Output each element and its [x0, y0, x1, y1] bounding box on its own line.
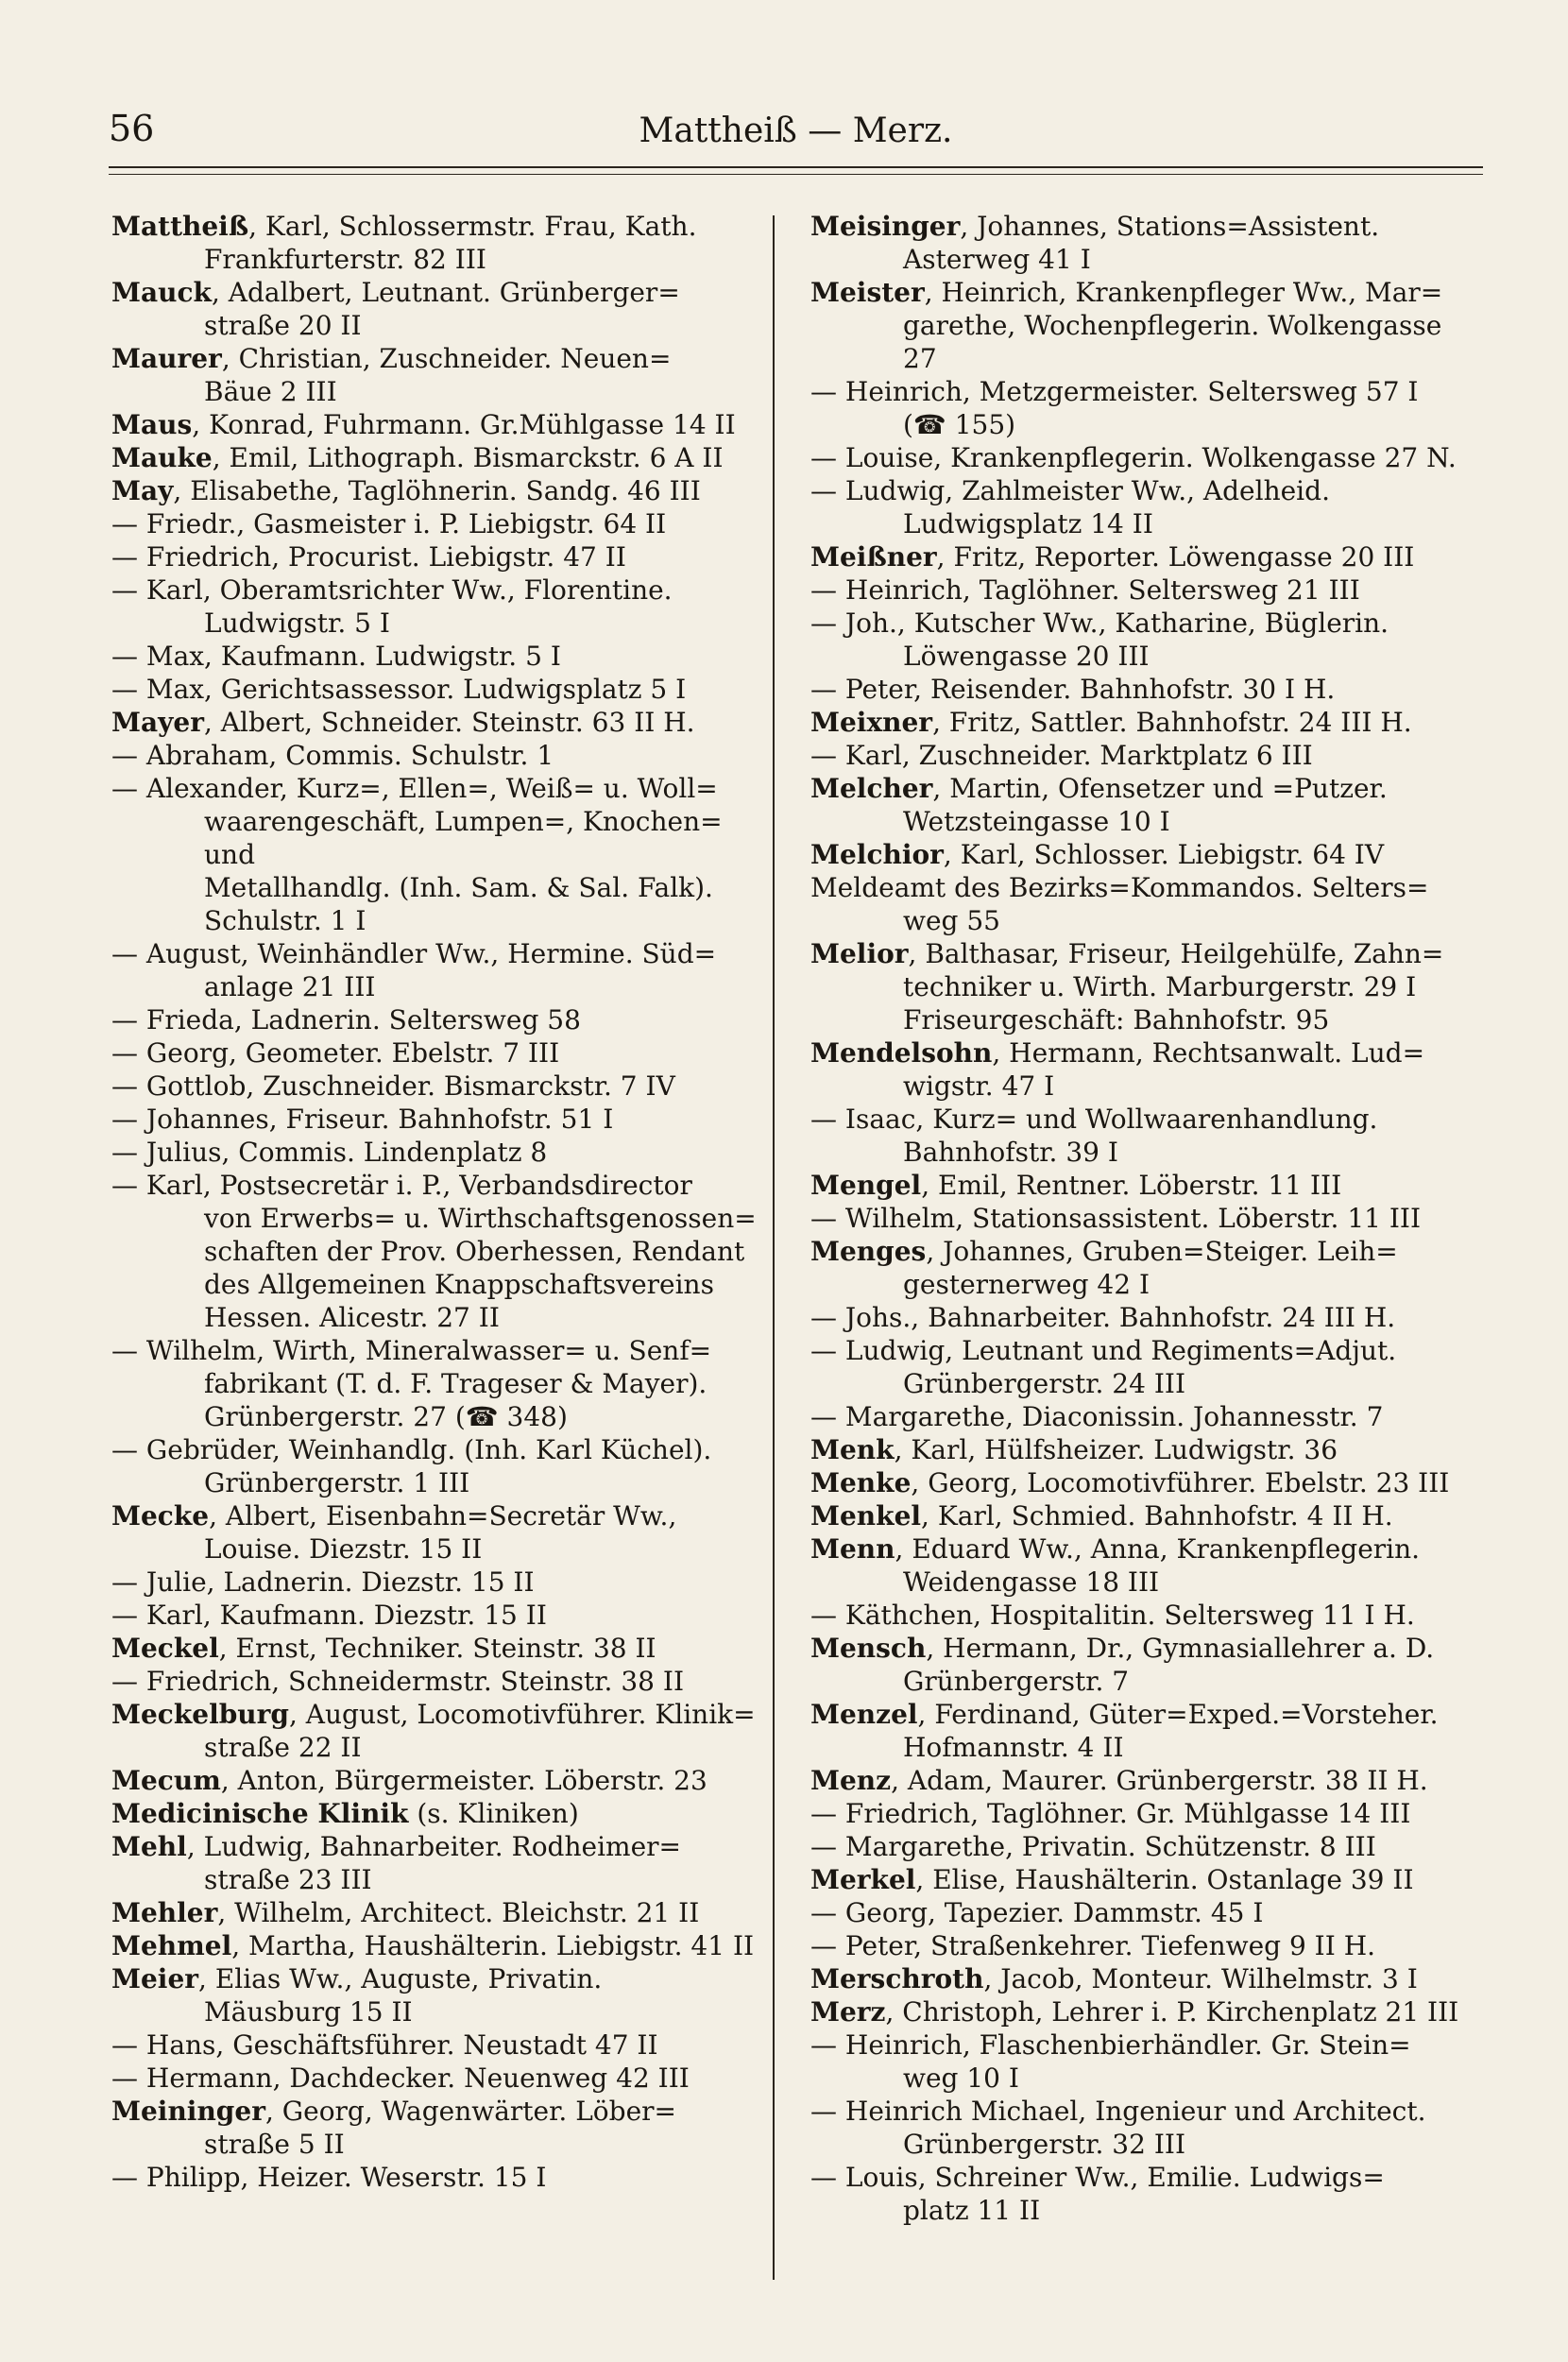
- entry-line: Melcher, Martin, Ofensetzer und =Putzer.: [810, 773, 1388, 804]
- directory-entry: [111, 1103, 763, 1136]
- entry-line: Menn, Eduard Ww., Anna, Krankenpflegerin.: [810, 1533, 1421, 1565]
- entry-line: — Karl, Oberamtsrichter Ww., Florentine.: [111, 574, 673, 606]
- entry-line: — Ludwig, Zahlmeister Ww., Adelheid.: [810, 475, 1330, 506]
- entry-line: Medicinische Klinik (s. Kliniken): [111, 1798, 579, 1829]
- entry-continuation: Asterweg 41 I: [903, 244, 1091, 275]
- directory-entry: [111, 2161, 763, 2194]
- entry-line: Merschroth, Jacob, Monteur. Wilhelmstr. 3 I: [810, 1963, 1418, 1994]
- directory-entry: [810, 739, 1462, 772]
- directory-entry: [111, 1962, 763, 2028]
- directory-entry: [810, 838, 1462, 871]
- directory-entry: [111, 706, 763, 739]
- directory-entry: [810, 1036, 1462, 1103]
- entry-continuation: platz 11 II: [903, 2195, 1041, 2226]
- entry-continuation: Louise. Diezstr. 15 II: [204, 1533, 483, 1565]
- directory-entry: [810, 1632, 1462, 1698]
- entry-continuation: Metallhandlg. (Inh. Sam. & Sal. Falk).: [204, 872, 713, 903]
- entry-continuation: wigstr. 47 I: [903, 1070, 1055, 1102]
- entry-line: Menkel, Karl, Schmied. Bahnhofstr. 4 II H.: [810, 1500, 1393, 1532]
- directory-entry: [111, 1070, 763, 1103]
- entry-continuation: des Allgemeinen Knappschaftsvereins: [204, 1269, 714, 1300]
- entry-line: Merkel, Elise, Haushälterin. Ostanlage 39 II: [810, 1864, 1414, 1895]
- column-divider: [773, 215, 775, 2280]
- entry-line: Mecum, Anton, Bürgermeister. Löberstr. 23: [111, 1765, 707, 1796]
- directory-entry: [810, 1962, 1462, 1995]
- entry-line: Melchior, Karl, Schlosser. Liebigstr. 64 IV: [810, 839, 1385, 870]
- entry-line: — Wilhelm, Wirth, Mineralwasser= u. Senf=: [111, 1335, 712, 1366]
- directory-entry: [810, 1698, 1462, 1764]
- entry-line: Maus, Konrad, Fuhrmann. Gr.Mühlgasse 14 II: [111, 409, 736, 440]
- directory-entry: [111, 1632, 763, 1665]
- entry-continuation: Grünbergerstr. 7: [903, 1666, 1130, 1697]
- directory-entry: [810, 375, 1462, 441]
- directory-entry: [810, 210, 1462, 276]
- directory-entry: [810, 1863, 1462, 1896]
- directory-entry: [810, 441, 1462, 474]
- entry-line: Menges, Johannes, Gruben=Steiger. Leih=: [810, 1236, 1398, 1267]
- entry-line: — Frieda, Ladnerin. Seltersweg 58: [111, 1004, 581, 1036]
- entry-line: Menz, Adam, Maurer. Grünbergerstr. 38 II H.: [810, 1765, 1428, 1796]
- entry-line: — Gebrüder, Weinhandlg. (Inh. Karl Küchel).: [111, 1434, 712, 1465]
- entry-line: Mehl, Ludwig, Bahnarbeiter. Rodheimer=: [111, 1831, 681, 1862]
- entry-line: Mendelsohn, Hermann, Rechtsanwalt. Lud=: [810, 1037, 1425, 1069]
- entry-line: — Louis, Schreiner Ww., Emilie. Ludwigs=: [810, 2162, 1385, 2193]
- directory-entry: [810, 772, 1462, 838]
- entry-line: Meister, Heinrich, Krankenpfleger Ww., Mar=: [810, 277, 1443, 308]
- directory-entry: [810, 937, 1462, 1036]
- directory-entry: [810, 1235, 1462, 1301]
- page-header: [109, 94, 1483, 164]
- right-column: [810, 210, 1462, 2227]
- entry-line: Meisinger, Johannes, Stations=Assistent.: [810, 211, 1380, 242]
- directory-entry: [111, 1764, 763, 1797]
- entry-line: — Friedrich, Procurist. Liebigstr. 47 II: [111, 541, 626, 573]
- entry-line: Menke, Georg, Locomotivführer. Ebelstr. 23 III: [810, 1467, 1450, 1498]
- entry-line: Mecke, Albert, Eisenbahn=Secretär Ww.,: [111, 1500, 677, 1532]
- directory-entry: [111, 2095, 763, 2161]
- directory-entry: [111, 1566, 763, 1599]
- directory-entry: [111, 1003, 763, 1036]
- entry-line: Merz, Christoph, Lehrer i. P. Kirchenplatz 21 III: [810, 1996, 1459, 2028]
- entry-line: — Abraham, Commis. Schulstr. 1: [111, 740, 554, 771]
- entry-continuation: Löwengasse 20 III: [903, 641, 1150, 672]
- entry-continuation: weg 10 I: [903, 2062, 1019, 2094]
- directory-entry: [111, 507, 763, 540]
- directory-entry: [111, 937, 763, 1003]
- entry-continuation: Grünbergerstr. 27 (☎ 348): [204, 1401, 568, 1432]
- entry-line: — Max, Gerichtsassessor. Ludwigsplatz 5 I: [111, 674, 687, 705]
- directory-entry: [111, 1665, 763, 1698]
- running-head: Mattheiß — Merz.: [639, 111, 953, 150]
- entry-continuation: techniker u. Wirth. Marburgerstr. 29 I: [903, 971, 1417, 1002]
- directory-entry: [810, 673, 1462, 706]
- entry-line: Meier, Elias Ww., Auguste, Privatin.: [111, 1963, 603, 1994]
- directory-entry: [810, 2161, 1462, 2227]
- entry-continuation: straße 20 II: [204, 310, 362, 341]
- directory-entry: [111, 1334, 763, 1433]
- directory-entry: [810, 1830, 1462, 1863]
- entry-continuation: Ludwigstr. 5 I: [204, 608, 390, 639]
- directory-entry: [111, 441, 763, 474]
- entry-continuation: fabrikant (T. d. F. Trageser & Mayer).: [204, 1368, 707, 1399]
- directory-entry: [111, 2028, 763, 2062]
- directory-entry: [810, 1499, 1462, 1532]
- entry-line: Meixner, Fritz, Sattler. Bahnhofstr. 24 III H.: [810, 707, 1412, 738]
- directory-entry: [111, 1036, 763, 1070]
- header-rule-thin: [109, 174, 1483, 175]
- entry-line: — Heinrich, Taglöhner. Seltersweg 21 III: [810, 574, 1360, 606]
- directory-entry: [111, 540, 763, 573]
- entry-line: — Isaac, Kurz= und Wollwaarenhandlung.: [810, 1104, 1378, 1135]
- entry-line: — Joh., Kutscher Ww., Katharine, Büglerin.: [810, 608, 1389, 639]
- entry-continuation: Ludwigsplatz 14 II: [903, 508, 1153, 539]
- directory-entry: [111, 276, 763, 342]
- entry-continuation: garethe, Wochenpflegerin. Wolkengasse 27: [903, 310, 1442, 374]
- directory-entry: [810, 1532, 1462, 1599]
- page-number: 56: [109, 108, 155, 149]
- entry-continuation: Grünbergerstr. 1 III: [204, 1467, 470, 1498]
- directory-entry: [810, 1400, 1462, 1433]
- entry-line: — Johannes, Friseur. Bahnhofstr. 51 I: [111, 1104, 614, 1135]
- entry-line: — Georg, Tapezier. Dammstr. 45 I: [810, 1897, 1264, 1928]
- entry-continuation: straße 23 III: [204, 1864, 372, 1895]
- entry-line: — Friedr., Gasmeister i. P. Liebigstr. 64 II: [111, 508, 667, 539]
- directory-entry: [111, 1499, 763, 1566]
- entry-line: Meininger, Georg, Wagenwärter. Löber=: [111, 2096, 676, 2127]
- directory-entry: [810, 1896, 1462, 1929]
- entry-continuation: Hofmannstr. 4 II: [903, 1732, 1124, 1763]
- directory-entry: [810, 1301, 1462, 1334]
- entry-continuation: Wetzsteingasse 10 I: [903, 806, 1170, 837]
- directory-entry: [810, 2095, 1462, 2161]
- entry-line: Menzel, Ferdinand, Güter=Exped.=Vorsteher.: [810, 1699, 1439, 1730]
- entry-line: — Margarethe, Diaconissin. Johannesstr. 7: [810, 1401, 1384, 1432]
- entry-continuation: anlage 21 III: [204, 971, 376, 1002]
- entry-line: May, Elisabethe, Taglöhnerin. Sandg. 46 III: [111, 475, 701, 506]
- directory-entry: [111, 408, 763, 441]
- directory-entry: [810, 2028, 1462, 2095]
- directory-entry: [111, 640, 763, 673]
- entry-line: — Max, Kaufmann. Ludwigstr. 5 I: [111, 641, 561, 672]
- entry-continuation: von Erwerbs= u. Wirthschaftsgenossen=: [204, 1203, 757, 1234]
- entry-continuation: Grünbergerstr. 24 III: [903, 1368, 1186, 1399]
- entry-line: Mehmel, Martha, Haushälterin. Liebigstr. 41 II: [111, 1930, 755, 1961]
- entry-continuation: gesternerweg 42 I: [903, 1269, 1150, 1300]
- entry-line: — Philipp, Heizer. Weserstr. 15 I: [111, 2162, 547, 2193]
- entry-continuation: Frankfurterstr. 82 III: [204, 244, 486, 275]
- entry-line: — Peter, Straßenkehrer. Tiefenweg 9 II H.: [810, 1930, 1376, 1961]
- entry-line: — Hermann, Dachdecker. Neuenweg 42 III: [111, 2062, 690, 2094]
- entry-line: Meckel, Ernst, Techniker. Steinstr. 38 II: [111, 1633, 656, 1664]
- entry-continuation: waarengeschäft, Lumpen=, Knochen= und: [204, 806, 723, 870]
- entry-line: Meldeamt des Bezirks=Kommandos. Selters=: [810, 872, 1429, 903]
- header-rule: [109, 166, 1483, 168]
- entry-continuation: Weidengasse 18 III: [903, 1566, 1160, 1598]
- directory-entry: [111, 739, 763, 772]
- entry-line: — Karl, Zuschneider. Marktplatz 6 III: [810, 740, 1313, 771]
- entry-line: Mayer, Albert, Schneider. Steinstr. 63 II H.: [111, 707, 695, 738]
- directory-entry: [111, 673, 763, 706]
- entry-line: — Hans, Geschäftsführer. Neustadt 47 II: [111, 2029, 658, 2061]
- directory-entry: [810, 573, 1462, 607]
- directory-entry: [810, 1433, 1462, 1466]
- left-column: [111, 210, 763, 2194]
- entry-continuation: Friseurgeschäft: Bahnhofstr. 95: [903, 1004, 1330, 1036]
- entry-continuation: Hessen. Alicestr. 27 II: [204, 1302, 500, 1333]
- directory-entry: [111, 474, 763, 507]
- directory-entry: [810, 607, 1462, 673]
- directory-entry: [810, 276, 1462, 375]
- directory-entry: [810, 1202, 1462, 1235]
- directory-entry: [810, 1169, 1462, 1202]
- entry-continuation: (☎ 155): [903, 409, 1016, 440]
- directory-entry: [810, 871, 1462, 937]
- entry-line: Mauke, Emil, Lithograph. Bismarckstr. 6 A II: [111, 442, 724, 473]
- entry-line: — Wilhelm, Stationsassistent. Löberstr. 11 III: [810, 1203, 1422, 1234]
- directory-entry: [810, 1797, 1462, 1830]
- directory-entry: [810, 1995, 1462, 2028]
- entry-line: — Friedrich, Schneidermstr. Steinstr. 38 II: [111, 1666, 685, 1697]
- entry-continuation: weg 55: [903, 905, 1000, 936]
- entry-line: Mengel, Emil, Rentner. Löberstr. 11 III: [810, 1170, 1342, 1201]
- entry-line: Meckelburg, August, Locomotivführer. Klinik=: [111, 1699, 756, 1730]
- directory-entry: [810, 1764, 1462, 1797]
- entry-line: Mensch, Hermann, Dr., Gymnasiallehrer a. D.: [810, 1633, 1435, 1664]
- entry-continuation: Grünbergerstr. 32 III: [903, 2129, 1186, 2160]
- directory-entry: [810, 474, 1462, 540]
- directory-entry: [111, 1136, 763, 1169]
- entry-line: — Friedrich, Taglöhner. Gr. Mühlgasse 14 III: [810, 1798, 1411, 1829]
- directory-entry: [111, 1599, 763, 1632]
- entry-line: — Alexander, Kurz=, Ellen=, Weiß= u. Woll=: [111, 773, 718, 804]
- directory-entry: [810, 706, 1462, 739]
- entry-line: Mattheiß, Karl, Schlossermstr. Frau, Kath.: [111, 211, 697, 242]
- directory-entry: [111, 1896, 763, 1929]
- entry-continuation: Mäusburg 15 II: [204, 1996, 413, 2028]
- directory-entry: [810, 1103, 1462, 1169]
- entry-line: — Karl, Kaufmann. Diezstr. 15 II: [111, 1600, 547, 1631]
- entry-continuation: schaften der Prov. Oberhessen, Rendant: [204, 1236, 745, 1267]
- entry-line: — Ludwig, Leutnant und Regiments=Adjut.: [810, 1335, 1397, 1366]
- directory-entry: [111, 1797, 763, 1830]
- entry-line: — Louise, Krankenpflegerin. Wolkengasse 27 N.: [810, 442, 1457, 473]
- directory-entry: [810, 1466, 1462, 1499]
- entry-continuation: Schulstr. 1 I: [204, 905, 366, 936]
- directory-entry: [111, 342, 763, 408]
- directory-entry: [111, 1698, 763, 1764]
- directory-entry: [810, 1929, 1462, 1962]
- directory-entry: [111, 1929, 763, 1962]
- entry-line: Meißner, Fritz, Reporter. Löwengasse 20 III: [810, 541, 1415, 573]
- directory-entry: [810, 1599, 1462, 1632]
- entry-continuation: straße 5 II: [204, 2129, 345, 2160]
- entry-line: Mauck, Adalbert, Leutnant. Grünberger=: [111, 277, 680, 308]
- entry-line: — Georg, Geometer. Ebelstr. 7 III: [111, 1037, 560, 1069]
- directory-entry: [111, 210, 763, 276]
- entry-line: — Käthchen, Hospitalitin. Seltersweg 11 I H.: [810, 1600, 1415, 1631]
- entry-line: — Julie, Ladnerin. Diezstr. 15 II: [111, 1566, 535, 1598]
- entry-line: — August, Weinhändler Ww., Hermine. Süd=: [111, 938, 717, 969]
- directory-entry: [111, 1433, 763, 1499]
- directory-entry: [111, 573, 763, 640]
- entry-line: — Johs., Bahnarbeiter. Bahnhofstr. 24 III H.: [810, 1302, 1396, 1333]
- directory-entry: [810, 1334, 1462, 1400]
- entry-continuation: Bahnhofstr. 39 I: [903, 1137, 1118, 1168]
- directory-entry: [810, 540, 1462, 573]
- entry-line: — Margarethe, Privatin. Schützenstr. 8 III: [810, 1831, 1376, 1862]
- entry-line: — Gottlob, Zuschneider. Bismarckstr. 7 IV: [111, 1070, 675, 1102]
- entry-line: — Julius, Commis. Lindenplatz 8: [111, 1137, 548, 1168]
- entry-line: Maurer, Christian, Zuschneider. Neuen=: [111, 343, 672, 374]
- entry-line: — Karl, Postsecretär i. P., Verbandsdirector: [111, 1170, 692, 1201]
- directory-entry: [111, 1830, 763, 1896]
- entry-line: — Heinrich Michael, Ingenieur und Architect.: [810, 2096, 1426, 2127]
- entry-line: — Heinrich, Flaschenbierhändler. Gr. Stein=: [810, 2029, 1411, 2061]
- directory-entry: [111, 2062, 763, 2095]
- entry-line: Melior, Balthasar, Friseur, Heilgehülfe, Zahn=: [810, 938, 1444, 969]
- entry-line: Menk, Karl, Hülfsheizer. Ludwigstr. 36: [810, 1434, 1338, 1465]
- directory-entry: [111, 1169, 763, 1334]
- entry-continuation: straße 22 II: [204, 1732, 362, 1763]
- entry-line: — Heinrich, Metzgermeister. Seltersweg 57 I: [810, 376, 1419, 407]
- entry-line: — Peter, Reisender. Bahnhofstr. 30 I H.: [810, 674, 1336, 705]
- entry-line: Mehler, Wilhelm, Architect. Bleichstr. 21 II: [111, 1897, 700, 1928]
- directory-entry: [111, 772, 763, 937]
- entry-continuation: Bäue 2 III: [204, 376, 337, 407]
